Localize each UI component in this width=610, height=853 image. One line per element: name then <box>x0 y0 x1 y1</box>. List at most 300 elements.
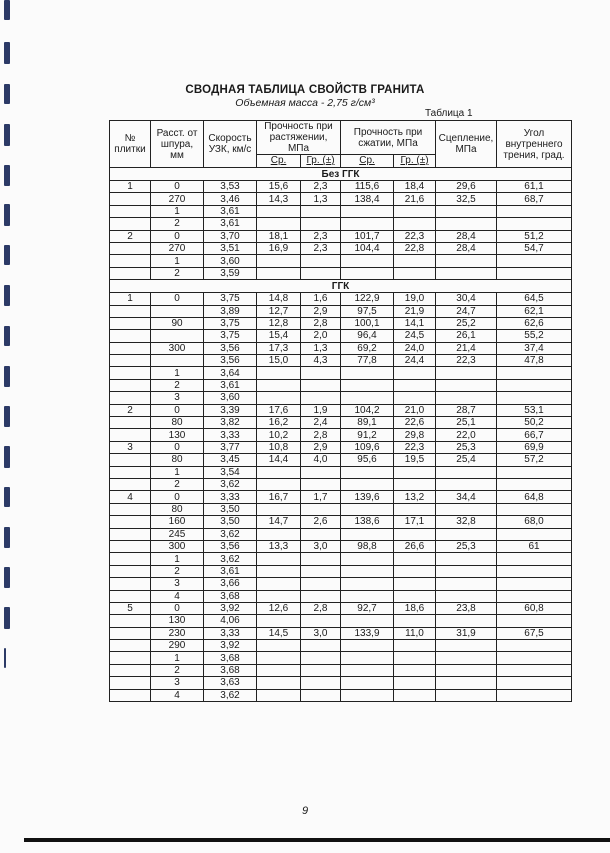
table-cell <box>497 205 572 217</box>
table-row <box>110 293 572 305</box>
table-cell: 80 <box>151 503 204 515</box>
table-cell <box>257 590 301 602</box>
table-cell: 3,39 <box>204 404 257 416</box>
table-cell <box>436 205 497 217</box>
table-cell: 2,4 <box>301 417 341 429</box>
table-cell: 64,8 <box>497 491 572 503</box>
table-cell <box>497 640 572 652</box>
table-cell <box>341 615 394 627</box>
table-cell <box>257 664 301 676</box>
table-cell <box>301 255 341 267</box>
table-cell: 3 <box>151 578 204 590</box>
table-cell: 245 <box>151 528 204 540</box>
table-cell <box>436 528 497 540</box>
table-cell: 69,9 <box>497 441 572 453</box>
table-cell <box>394 379 436 391</box>
table-cell: 2,0 <box>301 330 341 342</box>
table-cell: 3,60 <box>204 255 257 267</box>
table-cell: 1 <box>151 205 204 217</box>
table-cell: 15,6 <box>257 181 301 193</box>
binding-hole <box>4 285 10 306</box>
table-row <box>110 267 572 279</box>
header-tensile-bound: Гр. (±) <box>301 155 341 168</box>
table-row <box>110 602 572 614</box>
table-cell <box>341 205 394 217</box>
table-cell <box>341 267 394 279</box>
table-cell: 3,33 <box>204 429 257 441</box>
table-row <box>110 590 572 602</box>
table-cell: 2,9 <box>301 441 341 453</box>
table-cell <box>497 528 572 540</box>
binding-hole <box>4 527 10 548</box>
table-cell: 97,5 <box>341 305 394 317</box>
table-cell <box>341 677 394 689</box>
table-cell <box>341 652 394 664</box>
header-speed: Скорость УЗК, км/с <box>204 121 257 168</box>
table-cell <box>110 466 151 478</box>
table-cell: 26,6 <box>394 540 436 552</box>
table-cell: 3,50 <box>204 503 257 515</box>
table-cell: 3,66 <box>204 578 257 590</box>
table-cell <box>436 478 497 490</box>
table-cell: 96,4 <box>341 330 394 342</box>
table-cell: 270 <box>151 193 204 205</box>
table-cell <box>110 590 151 602</box>
table-cell <box>436 218 497 230</box>
table-cell: 3,33 <box>204 627 257 639</box>
table-cell <box>436 615 497 627</box>
table-cell <box>110 193 151 205</box>
table-cell: 1,9 <box>301 404 341 416</box>
table-cell: 66,7 <box>497 429 572 441</box>
table-cell: 1 <box>151 553 204 565</box>
table-cell: 61 <box>497 540 572 552</box>
section-title: Без ГГК <box>110 168 572 181</box>
table-cell <box>257 205 301 217</box>
table-cell: 2 <box>110 230 151 242</box>
document-subtitle: Объемная масса - 2,75 г/см³ <box>235 97 375 109</box>
table-cell <box>257 392 301 404</box>
table-row <box>110 503 572 515</box>
table-cell: 14,3 <box>257 193 301 205</box>
table-cell <box>257 218 301 230</box>
table-cell <box>394 528 436 540</box>
table-cell <box>341 578 394 590</box>
table-cell <box>151 330 204 342</box>
table-cell <box>110 367 151 379</box>
table-cell: 2,8 <box>301 429 341 441</box>
table-cell: 29,8 <box>394 429 436 441</box>
section-title: ГГК <box>110 280 572 293</box>
table-cell: 10,8 <box>257 441 301 453</box>
table-cell: 25,3 <box>436 441 497 453</box>
table-cell: 133,9 <box>341 627 394 639</box>
table-cell <box>341 664 394 676</box>
table-cell <box>341 590 394 602</box>
table-cell <box>257 578 301 590</box>
binding-hole <box>4 607 10 629</box>
table-cell: 270 <box>151 242 204 254</box>
table-cell <box>110 664 151 676</box>
table-cell <box>436 640 497 652</box>
section-header-row <box>110 168 572 181</box>
table-cell <box>110 429 151 441</box>
table-cell <box>436 652 497 664</box>
table-row <box>110 664 572 676</box>
table-cell: 2,3 <box>301 242 341 254</box>
table-cell: 2,3 <box>301 181 341 193</box>
table-cell <box>110 255 151 267</box>
table-cell <box>110 652 151 664</box>
table-cell <box>341 379 394 391</box>
table-cell <box>257 478 301 490</box>
table-cell <box>301 528 341 540</box>
table-cell <box>110 640 151 652</box>
table-cell: 3,82 <box>204 417 257 429</box>
table-cell: 1 <box>151 255 204 267</box>
table-cell: 24,0 <box>394 342 436 354</box>
table-cell <box>301 503 341 515</box>
table-cell: 18,1 <box>257 230 301 242</box>
table-cell: 300 <box>151 540 204 552</box>
table-cell: 22,3 <box>394 230 436 242</box>
binding-hole <box>4 124 10 146</box>
table-row <box>110 355 572 367</box>
document-title: СВОДНАЯ ТАБЛИЦА СВОЙСТВ ГРАНИТА <box>185 84 425 96</box>
binding-hole <box>4 165 10 186</box>
table-cell: 25,2 <box>436 317 497 329</box>
table-cell <box>301 689 341 701</box>
table-cell <box>110 454 151 466</box>
table-cell: 17,6 <box>257 404 301 416</box>
table-cell <box>497 218 572 230</box>
table-row <box>110 342 572 354</box>
binding-hole <box>4 0 10 20</box>
table-row <box>110 565 572 577</box>
table-row <box>110 429 572 441</box>
table-cell: 25,4 <box>436 454 497 466</box>
table-cell: 4,06 <box>204 615 257 627</box>
table-cell: 14,4 <box>257 454 301 466</box>
table-cell <box>394 615 436 627</box>
table-cell <box>110 627 151 639</box>
table-cell: 122,9 <box>341 293 394 305</box>
table-cell: 28,7 <box>436 404 497 416</box>
table-cell: 92,7 <box>341 602 394 614</box>
binding-hole <box>4 567 10 588</box>
table-cell: 0 <box>151 230 204 242</box>
table-cell: 2 <box>110 404 151 416</box>
table-cell <box>301 367 341 379</box>
table-cell: 3,0 <box>301 627 341 639</box>
table-cell <box>257 503 301 515</box>
table-cell <box>394 652 436 664</box>
table-cell <box>110 503 151 515</box>
table-cell <box>497 478 572 490</box>
table-cell <box>394 255 436 267</box>
table-row <box>110 193 572 205</box>
table-cell: 50,2 <box>497 417 572 429</box>
table-cell <box>301 478 341 490</box>
table-cell: 4,0 <box>301 454 341 466</box>
table-cell: 69,2 <box>341 342 394 354</box>
header-cohesion: Сцепление, МПа <box>436 121 497 168</box>
table-cell <box>497 664 572 676</box>
table-cell <box>110 242 151 254</box>
table-cell <box>436 503 497 515</box>
table-cell: 3,61 <box>204 205 257 217</box>
table-cell: 80 <box>151 417 204 429</box>
table-cell: 10,2 <box>257 429 301 441</box>
table-cell: 0 <box>151 181 204 193</box>
table-cell <box>110 355 151 367</box>
table-cell <box>497 392 572 404</box>
table-cell: 3,68 <box>204 652 257 664</box>
table-cell: 3,92 <box>204 640 257 652</box>
table-cell <box>257 652 301 664</box>
table-cell: 3,75 <box>204 317 257 329</box>
table-cell: 12,7 <box>257 305 301 317</box>
table-cell: 3,53 <box>204 181 257 193</box>
table-cell: 3,70 <box>204 230 257 242</box>
table-row <box>110 689 572 701</box>
table-cell <box>257 379 301 391</box>
table-cell <box>110 379 151 391</box>
table-cell <box>394 578 436 590</box>
table-cell <box>497 379 572 391</box>
table-cell: 109,6 <box>341 441 394 453</box>
table-cell: 100,1 <box>341 317 394 329</box>
table-cell <box>497 565 572 577</box>
table-cell <box>110 267 151 279</box>
table-cell <box>394 689 436 701</box>
table-cell: 3,63 <box>204 677 257 689</box>
table-cell: 4 <box>110 491 151 503</box>
table-cell <box>110 305 151 317</box>
header-compressive-bound: Гр. (±) <box>394 155 436 168</box>
table-cell <box>301 267 341 279</box>
table-cell <box>110 615 151 627</box>
table-cell <box>110 553 151 565</box>
table-cell <box>110 317 151 329</box>
table-cell: 4,3 <box>301 355 341 367</box>
table-row <box>110 404 572 416</box>
table-cell: 3,62 <box>204 553 257 565</box>
table-cell <box>301 677 341 689</box>
table-cell <box>151 355 204 367</box>
table-row <box>110 540 572 552</box>
table-cell <box>497 590 572 602</box>
table-cell: 2 <box>151 267 204 279</box>
table-cell: 2 <box>151 664 204 676</box>
table-row <box>110 205 572 217</box>
table-cell: 130 <box>151 615 204 627</box>
binding-hole <box>4 326 10 346</box>
table-cell: 2 <box>151 379 204 391</box>
header-distance: Расст. от шпура, мм <box>151 121 204 168</box>
table-row <box>110 466 572 478</box>
table-cell: 12,8 <box>257 317 301 329</box>
table-cell: 57,2 <box>497 454 572 466</box>
table-cell: 19,0 <box>394 293 436 305</box>
table-cell: 3,45 <box>204 454 257 466</box>
table-cell <box>497 578 572 590</box>
table-cell: 21,6 <box>394 193 436 205</box>
table-cell <box>394 590 436 602</box>
table-cell <box>257 689 301 701</box>
table-row <box>110 441 572 453</box>
table-cell <box>497 615 572 627</box>
table-cell: 3,61 <box>204 379 257 391</box>
table-cell: 2,6 <box>301 516 341 528</box>
table-cell: 34,4 <box>436 491 497 503</box>
section-header-row <box>110 280 572 293</box>
table-cell <box>257 565 301 577</box>
table-cell: 104,2 <box>341 404 394 416</box>
header-compressive-avg: Ср. <box>341 155 394 168</box>
table-cell: 12,6 <box>257 602 301 614</box>
table-cell <box>341 392 394 404</box>
table-cell: 64,5 <box>497 293 572 305</box>
table-row <box>110 615 572 627</box>
table-cell: 0 <box>151 602 204 614</box>
table-row <box>110 242 572 254</box>
table-row <box>110 181 572 193</box>
table-cell <box>341 218 394 230</box>
table-cell: 14,1 <box>394 317 436 329</box>
table-cell: 51,2 <box>497 230 572 242</box>
table-cell <box>110 392 151 404</box>
table-cell: 3 <box>151 677 204 689</box>
table-cell <box>301 553 341 565</box>
table-cell: 3,62 <box>204 689 257 701</box>
table-cell: 290 <box>151 640 204 652</box>
table-cell: 1 <box>151 367 204 379</box>
table-cell <box>436 590 497 602</box>
table-row <box>110 491 572 503</box>
table-cell: 0 <box>151 293 204 305</box>
table-row <box>110 478 572 490</box>
table-cell: 3,50 <box>204 516 257 528</box>
table-cell: 15,0 <box>257 355 301 367</box>
table-cell <box>301 664 341 676</box>
table-cell <box>394 392 436 404</box>
table-cell: 14,8 <box>257 293 301 305</box>
table-cell <box>110 218 151 230</box>
table-cell: 80 <box>151 454 204 466</box>
table-cell: 1,6 <box>301 293 341 305</box>
table-cell <box>341 478 394 490</box>
table-cell: 55,2 <box>497 330 572 342</box>
table-cell: 3,0 <box>301 540 341 552</box>
table-cell: 95,6 <box>341 454 394 466</box>
table-cell <box>341 367 394 379</box>
table-cell: 22,6 <box>394 417 436 429</box>
table-cell <box>257 466 301 478</box>
table-cell: 2,8 <box>301 317 341 329</box>
table-cell <box>301 218 341 230</box>
table-cell: 22,3 <box>436 355 497 367</box>
table-cell: 138,4 <box>341 193 394 205</box>
table-cell: 300 <box>151 342 204 354</box>
table-cell: 54,7 <box>497 242 572 254</box>
binding-holes <box>0 0 22 853</box>
table-row <box>110 640 572 652</box>
table-cell <box>257 255 301 267</box>
table-row <box>110 528 572 540</box>
table-cell: 68,7 <box>497 193 572 205</box>
table-cell <box>497 367 572 379</box>
table-row <box>110 553 572 565</box>
table-cell: 67,5 <box>497 627 572 639</box>
table-cell: 3,46 <box>204 193 257 205</box>
table-cell: 3,64 <box>204 367 257 379</box>
table-cell: 2 <box>151 478 204 490</box>
table-cell: 32,5 <box>436 193 497 205</box>
table-cell: 98,8 <box>341 540 394 552</box>
table-cell: 3,92 <box>204 602 257 614</box>
table-row <box>110 454 572 466</box>
binding-hole <box>4 204 10 226</box>
header-compressive: Прочность при сжатии, МПа <box>341 121 436 155</box>
table-cell: 3,33 <box>204 491 257 503</box>
table-cell: 2,3 <box>301 230 341 242</box>
table-cell <box>110 516 151 528</box>
table-cell <box>436 677 497 689</box>
table-cell <box>110 540 151 552</box>
table-cell: 139,6 <box>341 491 394 503</box>
table-cell: 160 <box>151 516 204 528</box>
table-cell <box>301 615 341 627</box>
table-cell: 25,1 <box>436 417 497 429</box>
table-cell <box>301 466 341 478</box>
table-cell <box>301 205 341 217</box>
table-cell <box>110 565 151 577</box>
table-cell: 62,1 <box>497 305 572 317</box>
table-cell: 31,9 <box>436 627 497 639</box>
table-cell <box>110 342 151 354</box>
table-cell <box>394 218 436 230</box>
binding-hole <box>4 366 10 387</box>
table-cell: 3,56 <box>204 355 257 367</box>
table-cell <box>341 528 394 540</box>
table-cell <box>341 466 394 478</box>
table-cell: 5 <box>110 602 151 614</box>
table-cell <box>151 305 204 317</box>
table-cell: 3,62 <box>204 478 257 490</box>
table-cell <box>394 267 436 279</box>
table-cell: 1,3 <box>301 342 341 354</box>
table-cell: 230 <box>151 627 204 639</box>
bottom-edge-line <box>24 838 610 842</box>
binding-hole <box>4 245 10 265</box>
table-cell <box>257 553 301 565</box>
table-cell <box>341 640 394 652</box>
header-tensile: Прочность при растяжении, МПа <box>257 121 341 155</box>
granite-properties-table <box>109 120 572 702</box>
table-cell: 23,8 <box>436 602 497 614</box>
table-cell: 60,8 <box>497 602 572 614</box>
header-angle: Угол внутреннего трения, град. <box>497 121 572 168</box>
table-cell: 3,89 <box>204 305 257 317</box>
table-cell <box>394 478 436 490</box>
table-cell: 62,6 <box>497 317 572 329</box>
table-row <box>110 627 572 639</box>
table-cell <box>110 528 151 540</box>
table-cell <box>301 392 341 404</box>
page-number: 9 <box>301 805 309 817</box>
table-cell <box>301 640 341 652</box>
